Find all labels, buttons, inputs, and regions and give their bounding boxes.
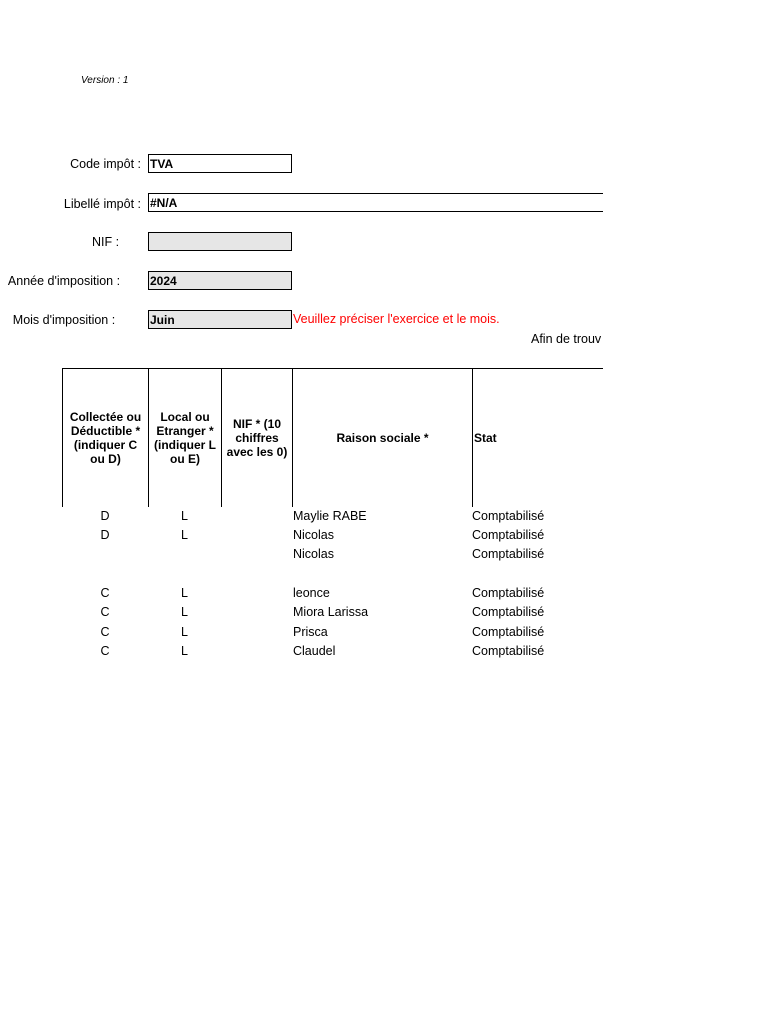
nif-field[interactable] <box>148 232 292 251</box>
cell-local-etranger[interactable]: L <box>181 586 188 600</box>
mois-imposition-field[interactable]: Juin <box>148 310 292 329</box>
header-collectee-deductible: Collectée ou Déductible * (indiquer C ou D) <box>62 369 148 507</box>
cell-raison-sociale[interactable]: Prisca <box>293 625 328 639</box>
code-impot-label: Code impôt : <box>70 157 141 171</box>
cell-raison-sociale[interactable]: Maylie RABE <box>293 509 367 523</box>
version-label: Version : 1 <box>81 75 129 86</box>
cell-collectee-deductible[interactable]: C <box>100 644 110 658</box>
cell-collectee-deductible[interactable]: C <box>100 605 110 619</box>
header-stat: Stat <box>472 369 603 507</box>
cell-stat[interactable]: Comptabilisé <box>472 528 545 542</box>
header-local-etranger: Local ou Etranger * (indiquer L ou E) <box>148 369 221 507</box>
cell-stat[interactable]: Comptabilisé <box>472 625 545 639</box>
header-nif: NIF * (10 chiffres avec les 0) <box>221 369 292 507</box>
cell-local-etranger[interactable]: L <box>181 625 188 639</box>
cell-raison-sociale[interactable]: leonce <box>293 586 330 600</box>
cell-local-etranger[interactable]: L <box>181 644 188 658</box>
cell-stat[interactable]: Comptabilisé <box>472 509 545 523</box>
annee-imposition-field[interactable]: 2024 <box>148 271 292 290</box>
instruction-text: Afin de trouv <box>531 332 602 346</box>
cell-local-etranger[interactable]: L <box>181 509 188 523</box>
nif-label: NIF : <box>92 235 120 249</box>
cell-raison-sociale[interactable]: Nicolas <box>293 547 334 561</box>
mois-imposition-label: Mois d'imposition : <box>12 313 116 327</box>
annee-imposition-label: Année d'imposition : <box>7 274 121 288</box>
cell-stat[interactable]: Comptabilisé <box>472 605 545 619</box>
table-header <box>62 368 603 507</box>
cell-local-etranger[interactable]: L <box>181 528 188 542</box>
cell-collectee-deductible[interactable]: C <box>100 586 110 600</box>
cell-stat[interactable]: Comptabilisé <box>472 586 545 600</box>
cell-collectee-deductible[interactable]: D <box>100 528 110 542</box>
cell-collectee-deductible[interactable]: C <box>100 625 110 639</box>
cell-raison-sociale[interactable]: Miora Larissa <box>293 605 369 619</box>
cell-local-etranger[interactable]: L <box>181 605 188 619</box>
cell-collectee-deductible[interactable]: D <box>100 509 110 523</box>
libelle-impot-label: Libellé impôt : <box>63 197 141 211</box>
warning-message: Veuillez préciser l'exercice et le mois. <box>293 312 500 326</box>
code-impot-field[interactable]: TVA <box>148 154 292 173</box>
cell-stat[interactable]: Comptabilisé <box>472 644 545 658</box>
cell-stat[interactable]: Comptabilisé <box>472 547 545 561</box>
cell-raison-sociale[interactable]: Claudel <box>293 644 336 658</box>
header-raison-sociale: Raison sociale * <box>292 369 472 507</box>
libelle-impot-field[interactable]: #N/A <box>148 193 603 212</box>
cell-raison-sociale[interactable]: Nicolas <box>293 528 334 542</box>
